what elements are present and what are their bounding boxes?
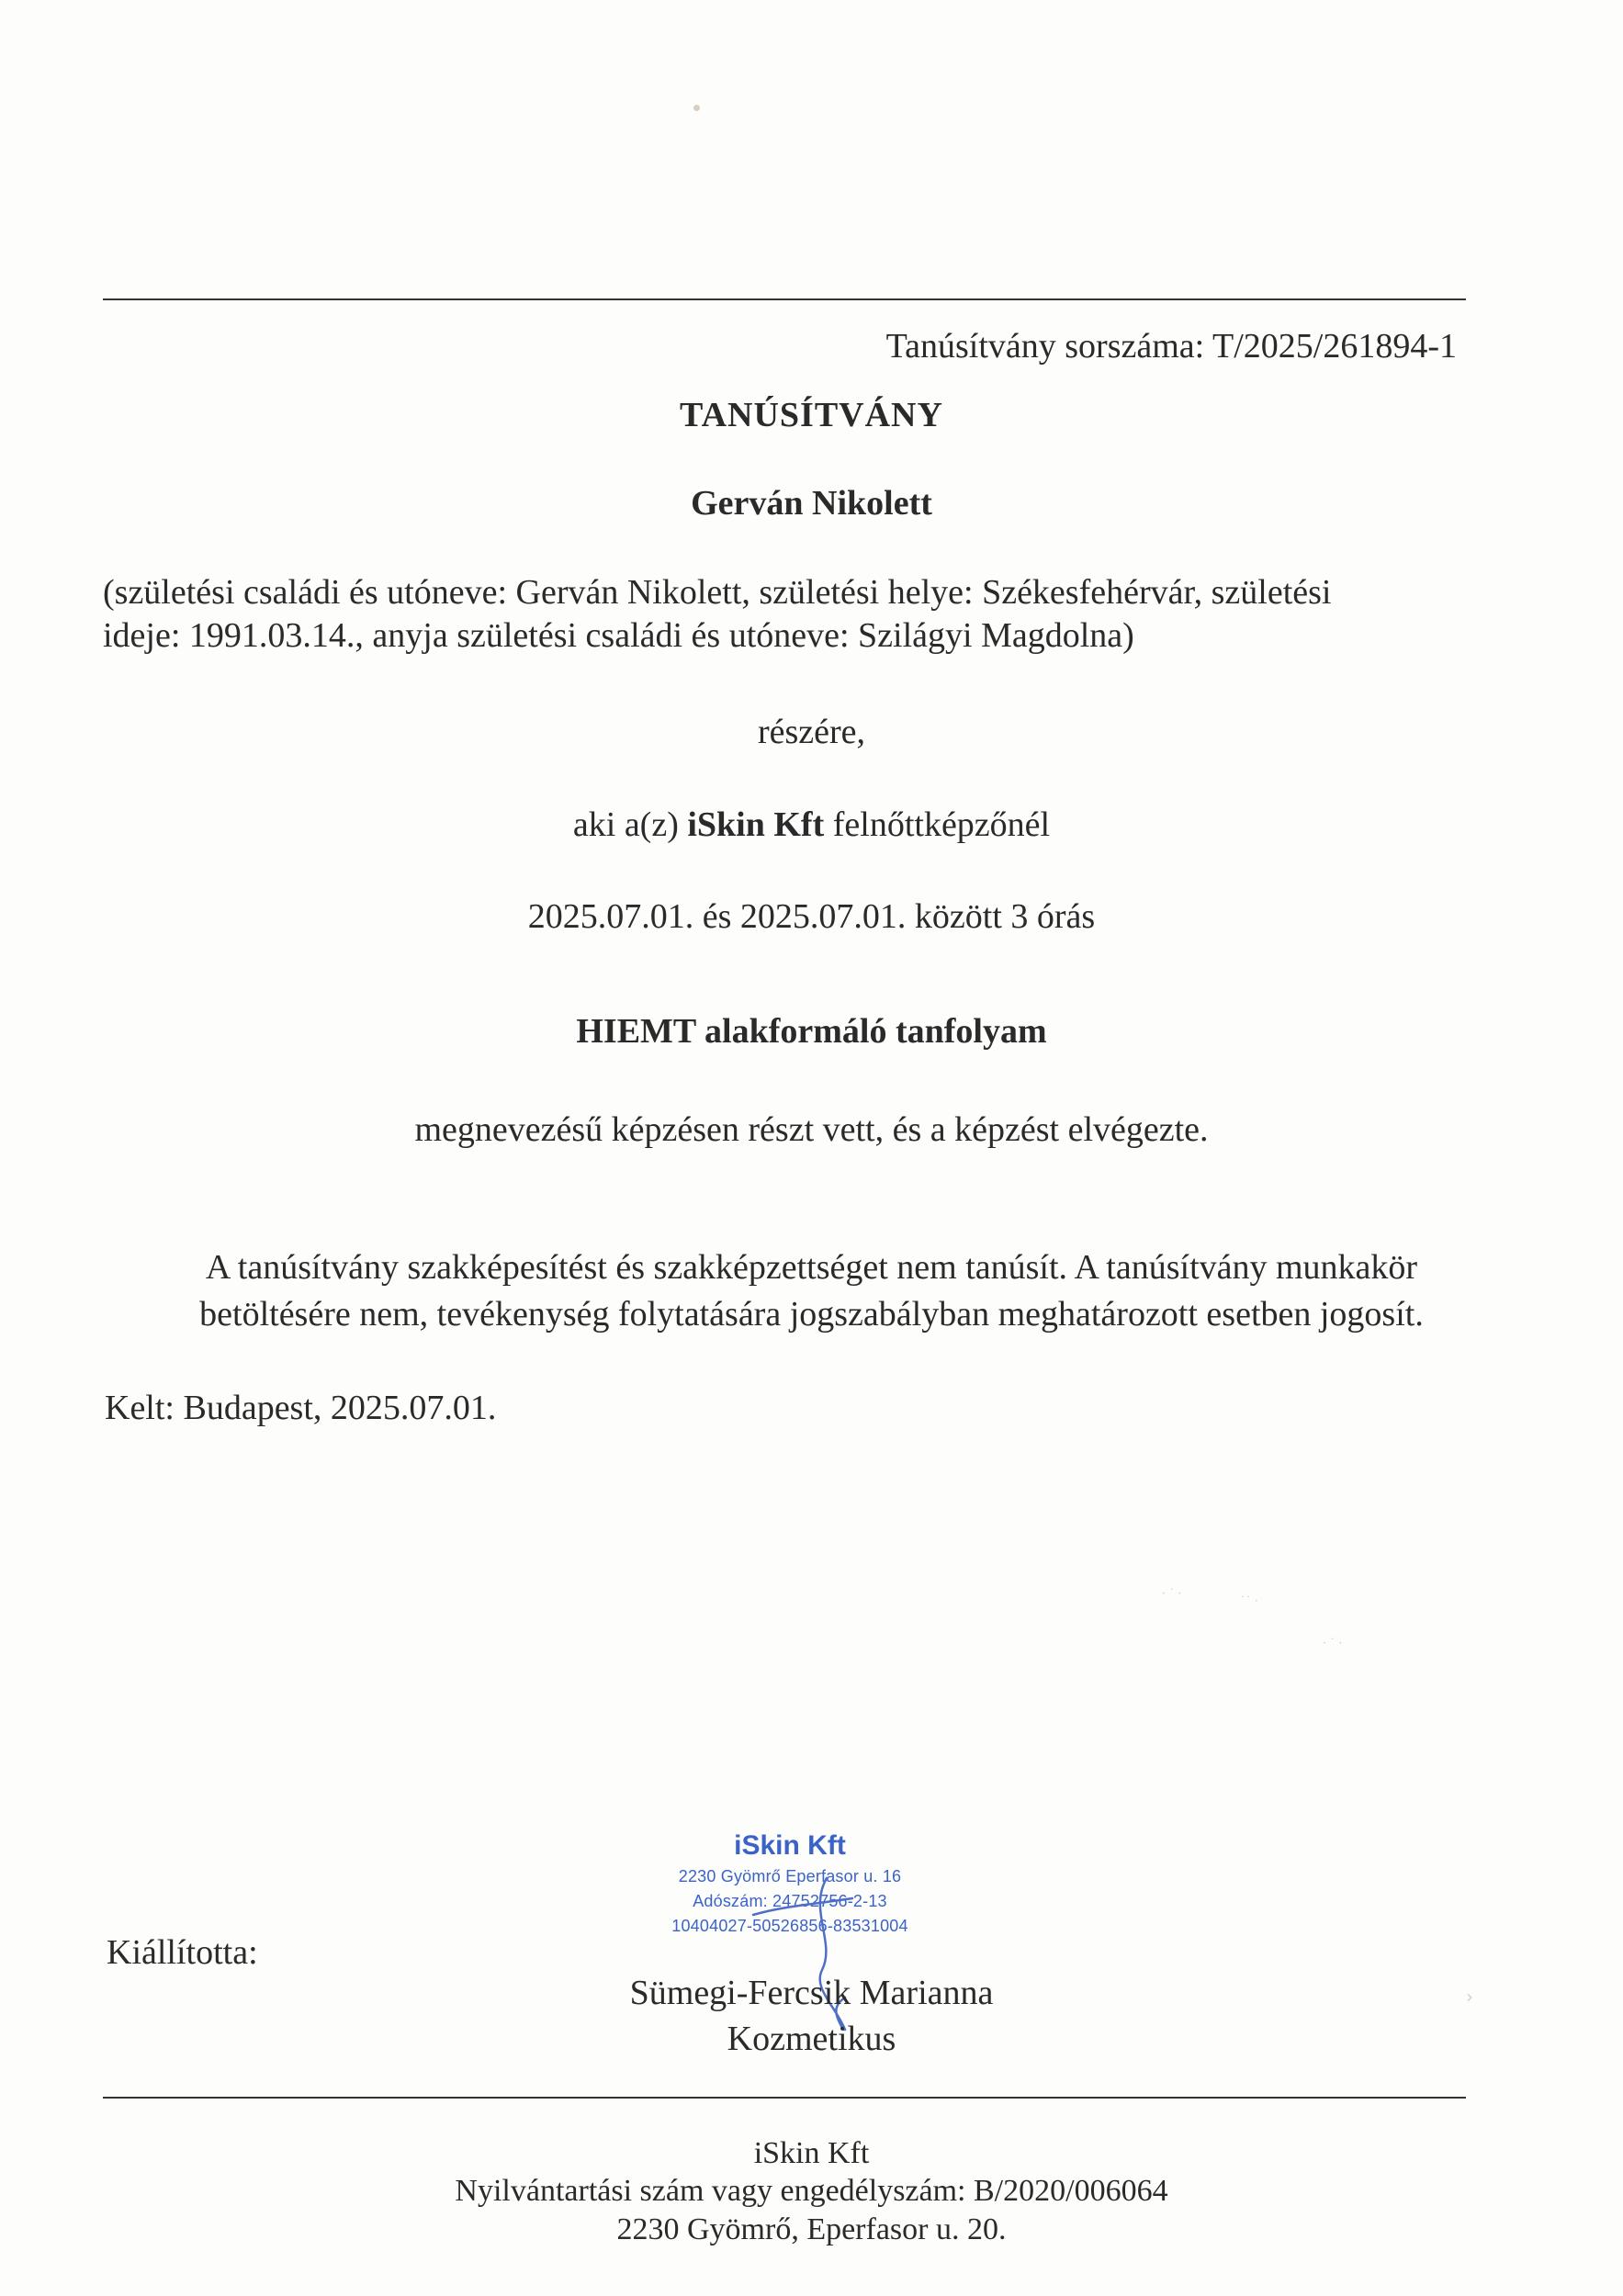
disclaimer-line-1: A tanúsítvány szakképesítést és szakképzettséget nem tanúsít. A tanúsítvány munkakör (205, 1248, 1418, 1287)
provider-suffix: felnőttképzőnél (832, 805, 1051, 844)
disclaimer-line-2: betöltésére nem, tevékenység folytatására jogszabályban meghatározott esetben jogosít. (199, 1295, 1424, 1334)
course-name: HIEMT alakformáló tanfolyam (576, 1012, 1047, 1051)
issued-place-date: Kelt: Budapest, 2025.07.01. (105, 1389, 497, 1427)
document-title: TANÚSÍTVÁNY (680, 396, 943, 434)
paper-speck: · ˙ · (1323, 1637, 1343, 1649)
paper-speck (693, 105, 700, 111)
stamp-company-name: iSkin Kft (734, 1830, 846, 1861)
certificate-number: Tanúsítvány sorszáma: T/2025/261894-1 (885, 327, 1457, 366)
period-text: 2025.07.01. és 2025.07.01. között 3 órás (527, 897, 1096, 936)
issued-by-label: Kiállította: (107, 1933, 258, 1972)
footer-registration: Nyilvántartási szám vagy engedélyszám: B/2020/006064 (455, 2174, 1168, 2208)
footer-divider (103, 2097, 1466, 2099)
recipient-name: Gerván Nikolett (691, 484, 932, 523)
stamp-tax-number: Adószám: 24752756-2-13 (693, 1892, 887, 1910)
completion-text: megnevezésű képzésen részt vett, és a képzést elvégezte. (414, 1110, 1209, 1149)
paper-speck: › (1466, 1986, 1473, 2008)
birth-details-line-2: ideje: 1991.03.14., anyja születési családi és utóneve: Szilágyi Magdolna) (103, 616, 1134, 655)
paper-speck: ˙˙ · (1240, 1594, 1258, 1607)
footer-address: 2230 Gyömrő, Eperfasor u. 20. (616, 2212, 1007, 2246)
stamp-bank-account: 10404027-50526856-83531004 (671, 1917, 908, 1935)
footer-org-name: iSkin Kft (753, 2136, 870, 2170)
provider-line (0, 802, 1623, 848)
provider-prefix: aki a(z) (572, 805, 679, 844)
signer-name: Sümegi-Fercsik Marianna (629, 1974, 994, 2012)
header-divider (103, 298, 1466, 300)
signer-title: Kozmetikus (727, 2020, 896, 2058)
provider-name: iSkin Kft (687, 805, 825, 844)
paper-speck: · ˙ · (1162, 1587, 1182, 1600)
for-whom-text: részére, (757, 713, 866, 751)
birth-details-line-1: (születési családi és utóneve: Gerván Nikolett, születési helye: Székesfehérvár, születési (103, 573, 1332, 612)
stamp-address: 2230 Gyömrő Eperfasor u. 16 (678, 1867, 902, 1885)
